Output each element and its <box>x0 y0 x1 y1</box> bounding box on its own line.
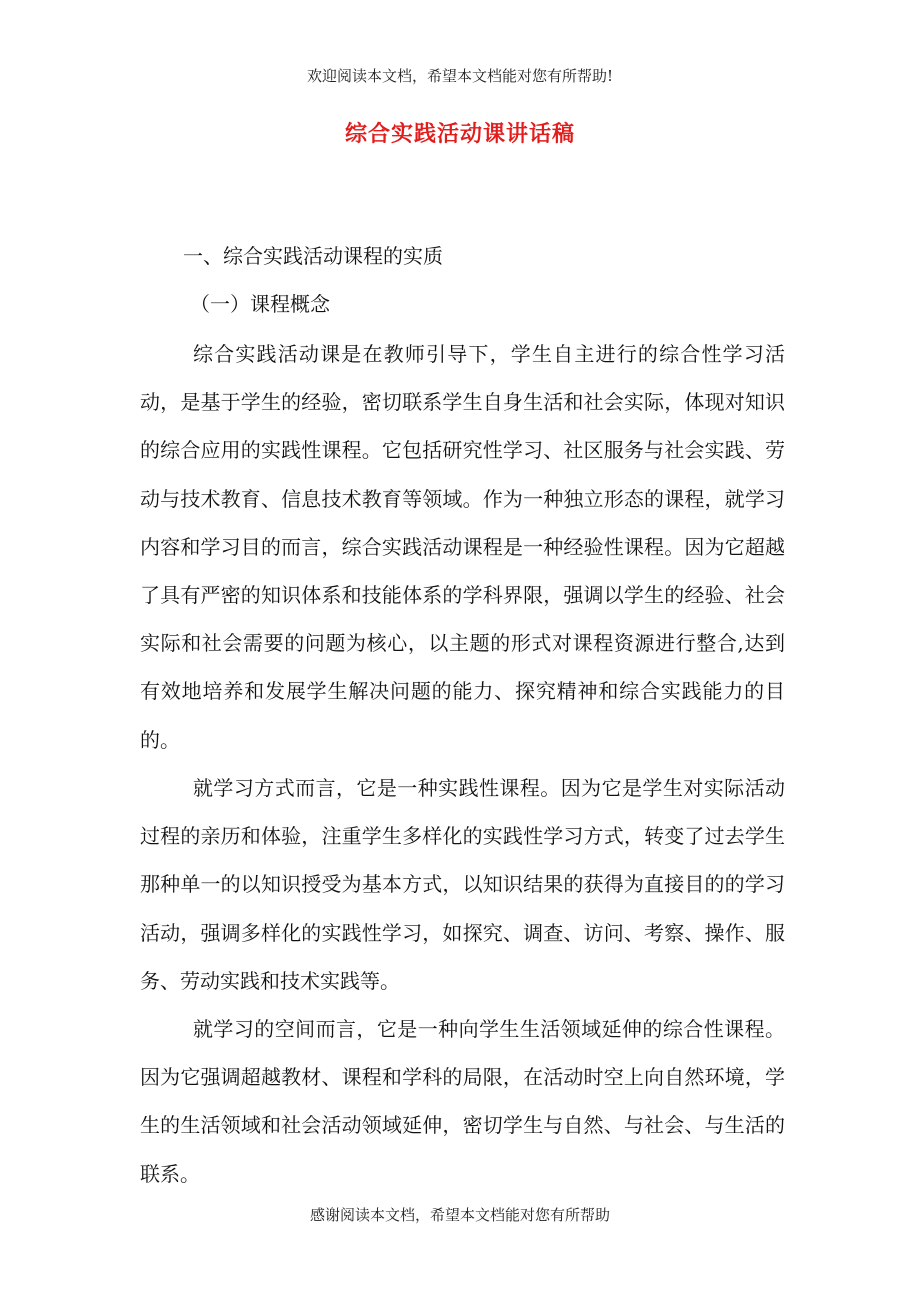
page-footer: 感谢阅读本文档，希望本文档能对您有所帮助 <box>309 1206 610 1224</box>
paragraph-3: 就学习的空间而言，它是一种向学生生活领域延伸的综合性课程。因为它强调超越教材、课程和学科的局限，在活动时空上向自然环境，学生的生活领域和社会活动领域延伸，密切学生与自然、与社会、与生活的联系。 <box>140 1017 785 1186</box>
page-header: 欢迎阅读本文档，希望本文档能对您有所帮助! <box>306 67 614 85</box>
paragraph-2: 就学习方式而言，它是一种实践性课程。因为它是学生对实际活动过程的亲历和体验，注重学生多样化的实践性学习方式，转变了过去学生那种单一的以知识授受为基本方式，以知识结果的获得为直接目的的学习活动，强调多样化的实践性学习，如探究、调查、访问、考察、操作、服务、劳动实践和技术实践等。 <box>140 776 785 993</box>
paragraph-1: 综合实践活动课是在教师引导下，学生自主进行的综合性学习活动，是基于学生的经验，密切联系学生自身生活和社会实际，体现对知识的综合应用的实践性课程。它包括研究性学习、社区服务与社会实践、劳动与技术教育、信息技术教育等领域。作为一种独立形态的课程，就学习内容和学习目的而言，综合实践活动课程是一种经验性课程。因为它超越了具有严密的知识体系和技能体系的学科界限，强调以学生的经验、社会实际和社会需要的问题为核心，以主题的形式对课程资源进行整合,达到有效地培养和发展学生解决问题的能力、探究精神和综合实践能力的目的。 <box>140 342 785 752</box>
section-heading: 一、综合实践活动课程的实质 <box>183 244 443 268</box>
subsection-heading: （一）课程概念 <box>190 292 330 316</box>
document-title: 综合实践活动课讲话稿 <box>344 121 575 147</box>
